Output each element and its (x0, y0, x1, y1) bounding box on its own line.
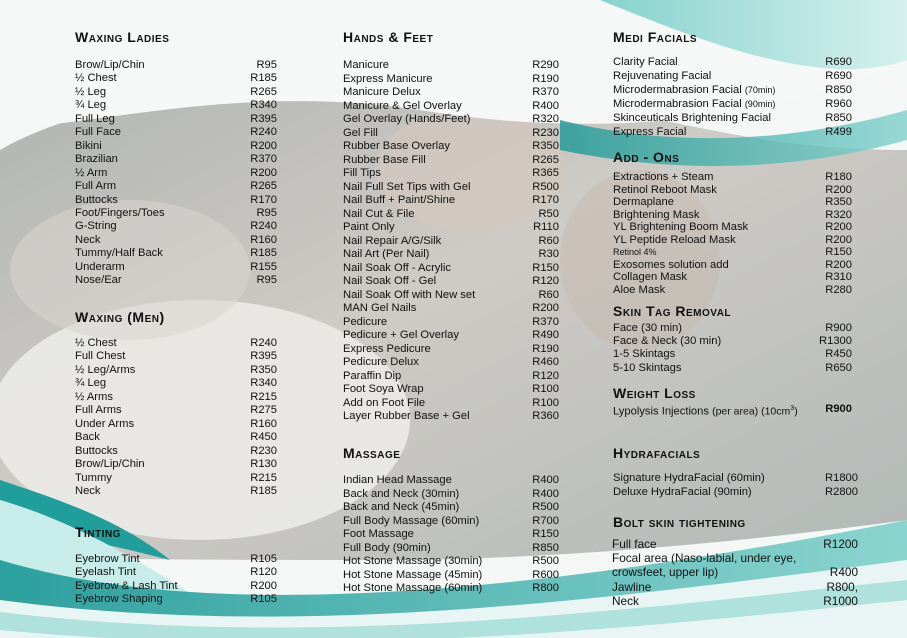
list-item: Tummy R215 (75, 471, 277, 484)
list-item: YL Peptide Reload Mask R200 (613, 233, 852, 246)
list-item: Full Arm R265 (75, 180, 277, 193)
list-item: Deluxe HydraFacial (90min) R2800 (613, 485, 858, 498)
list-item: Face (30 min) R900 (613, 322, 852, 334)
list-item: Rubber Base Overlay R350 (343, 140, 559, 152)
list-item: Nail Cut & File R50 (343, 207, 559, 220)
list-item: Neck R160 (75, 233, 277, 246)
list-item: Hot Stone Massage (45min) R600 (343, 568, 559, 581)
bolt-title: Bolt skin tightening (613, 514, 746, 530)
list-item: Manicure & Gel Overlay R400 (343, 99, 559, 112)
list-item: Eyebrow Shaping R105 (75, 593, 277, 606)
list-item: crowsfeet, upper lip) R400 (612, 565, 858, 580)
list-item: Hot Stone Massage (30min) R500 (343, 555, 559, 567)
list-item: Manicure R290 (343, 59, 559, 71)
list-item: Eyelash Tint R120 (75, 566, 277, 579)
list-item: Express Facial R499 (613, 125, 852, 138)
list-item: Nail Art (Per Nail) R30 (343, 248, 559, 260)
hands-feet-list (343, 59, 559, 424)
list-item: Nail Soak Off - Acrylic R150 (343, 261, 559, 274)
list-item: Bikini R200 (75, 139, 277, 152)
list-item: Buttocks R230 (75, 444, 277, 457)
massage-title: Massage (343, 445, 401, 461)
hydrafacials-list (613, 472, 858, 499)
list-item: Nail Buff + Paint/Shine R170 (343, 194, 559, 206)
list-item: Nail Soak Off with New set R60 (343, 288, 559, 301)
list-item: 5-10 Skintags R650 (613, 361, 852, 374)
list-item: ½ Chest R240 (75, 337, 277, 349)
list-item: Brazilian R370 (75, 153, 277, 166)
list-item: Express Pedicure R190 (343, 342, 559, 355)
list-item: Collagen Mask R310 (613, 271, 852, 283)
list-item: Full Body Massage (60min) R700 (343, 514, 559, 527)
list-item: Under Arms R160 (75, 417, 277, 430)
hands-feet-title: Hands & Feet (343, 29, 434, 45)
list-item: Focal area (Naso-labial, under eye, (612, 551, 797, 566)
waxing-ladies-title: Waxing Ladies (75, 29, 170, 45)
list-item: Foot Massage R150 (343, 528, 559, 540)
list-item: G-String R240 (75, 220, 277, 233)
list-item: Indian Head Massage R400 (343, 474, 559, 486)
list-item: Foot/Fingers/Toes R95 (75, 206, 277, 219)
list-item: ½ Leg R265 (75, 85, 277, 98)
list-item: Paraffin Dip R120 (343, 369, 559, 382)
add-ons-title: Add - Ons (613, 149, 680, 165)
list-item: Clarity Facial R690 (613, 56, 852, 68)
list-item: Foot Soya Wrap R100 (343, 383, 559, 395)
medi-facials-list (613, 56, 852, 139)
list-item: Brow/Lip/Chin R130 (75, 458, 277, 471)
list-item: Dermaplane R350 (613, 196, 852, 208)
list-item: ½ Leg/Arms R350 (75, 363, 277, 376)
list-item: Neck R1000 (612, 593, 858, 608)
list-item: Pedicure Delux R460 (343, 356, 559, 368)
list-item: Retinol 4% R150 (613, 246, 852, 258)
list-item: Nail Full Set Tips with Gel R500 (343, 180, 559, 193)
list-item: ¾ Leg R340 (75, 99, 277, 112)
list-item: Buttocks R170 (75, 193, 277, 206)
list-item: Aloe Mask R280 (613, 283, 852, 296)
list-item: Layer Rubber Base + Gel R360 (343, 410, 559, 422)
list-item: Nail Repair A/G/Silk R60 (343, 234, 559, 247)
tinting-title: Tinting (75, 524, 121, 540)
list-item: Full Face R240 (75, 126, 277, 139)
list-item: Microdermabrasion Facial (90min) R960 (613, 97, 852, 110)
skin-tag-title: Skin Tag Removal (613, 303, 732, 319)
list-item: YL Brightening Boom Mask R200 (613, 221, 852, 233)
list-item: Fill Tips R365 (343, 167, 559, 179)
list-item: Eyebrow & Lash Tint R200 (75, 579, 277, 592)
list-item: Neck R185 (75, 484, 277, 497)
list-item: Nail Soak Off - Gel R120 (343, 275, 559, 287)
waxing-men-title: Waxing (Men) (75, 309, 165, 325)
list-item: Brightening Mask R320 (613, 208, 852, 221)
list-item: Add on Foot File R100 (343, 396, 559, 409)
list-item: Full Arms R275 (75, 404, 277, 417)
list-item: Extractions + Steam R180 (613, 171, 852, 183)
weight-loss-title: Weight Loss (613, 385, 696, 401)
waxing-ladies-list (75, 59, 277, 288)
list-item: Signature HydraFacial (60min) R1800 (613, 472, 858, 484)
list-item: ½ Arms R215 (75, 390, 277, 403)
add-ons-list (613, 171, 852, 296)
list-item: Nose/Ear R95 (75, 274, 277, 287)
list-item: Pedicure + Gel Overlay R490 (343, 329, 559, 341)
list-item: Microdermabrasion Facial (70min) R850 (613, 83, 852, 96)
list-item: MAN Gel Nails R200 (343, 302, 559, 314)
list-item: Pedicure R370 (343, 315, 559, 328)
list-item: Brow/Lip/Chin R95 (75, 59, 277, 71)
tinting-list (75, 553, 277, 607)
list-item: Eyebrow Tint R105 (75, 553, 277, 565)
list-item: Gel Fill R230 (343, 126, 559, 139)
list-item: Rubber Base Fill R265 (343, 153, 559, 166)
list-item: Jawline R800, (612, 579, 858, 594)
list-item: Retinol Reboot Mask R200 (613, 183, 852, 196)
list-item: Underarm R155 (75, 260, 277, 273)
list-item: Exosomes solution add R200 (613, 258, 852, 271)
list-item: Skinceuticals Brightening Facial R850 (613, 111, 852, 124)
bolt-list (612, 537, 858, 608)
list-item: Express Manicure R190 (343, 72, 559, 85)
list-item: Full Chest R395 (75, 350, 277, 363)
list-item: Paint Only R110 (343, 221, 559, 233)
list-item: Face & Neck (30 min) R1300 (613, 335, 852, 348)
hydrafacials-title: Hydrafacials (613, 445, 701, 461)
list-item: Rejuvenating Facial R690 (613, 69, 852, 82)
list-item: Manicure Delux R370 (343, 86, 559, 98)
list-item: Full Body (90min) R850 (343, 541, 559, 554)
waxing-men-list (75, 337, 277, 498)
massage-list (343, 474, 559, 596)
skin-tag-list (613, 322, 852, 375)
list-item: ¾ Leg R340 (75, 377, 277, 390)
list-item: ½ Arm R200 (75, 166, 277, 179)
weight-loss-item: Lypolysis Injections (per area) $(10cm^3)$ R900 (613, 403, 852, 418)
list-item: Full face R1200 (612, 537, 858, 551)
list-item: Tummy/Half Back R185 (75, 247, 277, 260)
list-item: Full Leg R395 (75, 112, 277, 125)
list-item: Back and Neck (45min) R500 (343, 501, 559, 513)
list-item: ½ Chest R185 (75, 72, 277, 85)
list-item: Hot Stone Massage (60min) R800 (343, 582, 559, 594)
list-item: Back and Neck (30min) R400 (343, 487, 559, 500)
list-item: 1-5 Skintags R450 (613, 348, 852, 361)
list-item: Back R450 (75, 431, 277, 444)
list-item: Gel Overlay (Hands/Feet) R320 (343, 113, 559, 125)
medi-facials-title: Medi Facials (613, 29, 697, 45)
